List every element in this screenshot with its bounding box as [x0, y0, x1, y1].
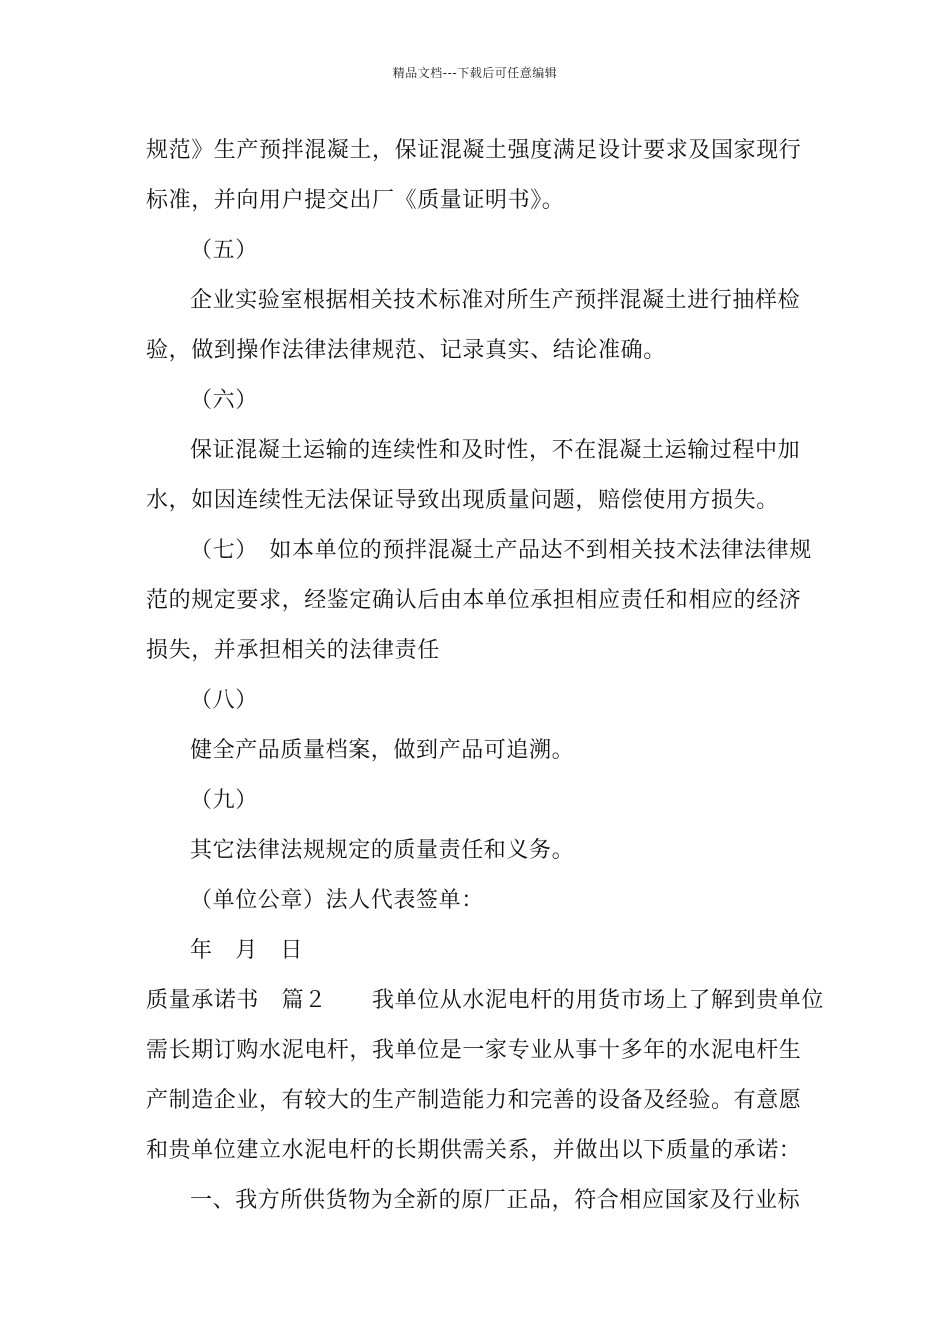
text-line: 标准，并向用户提交出厂《质量证明书》。 — [146, 188, 565, 213]
text-line: 范的规定要求，经鉴定确认后由本单位承担相应责任和相应的经济 — [146, 588, 802, 613]
text-line: 规范》生产预拌混凝土，保证混凝土强度满足设计要求及国家现行 — [146, 138, 802, 163]
section-heading-5: （五） — [190, 238, 258, 263]
section-heading-6: （六） — [190, 388, 258, 413]
signature-line: （单位公章）法人代表签单： — [190, 888, 484, 913]
date-line: 年 月 日 — [190, 938, 304, 963]
text-line: 一、我方所供货物为全新的原厂正品，符合相应国家及行业标 — [190, 1188, 801, 1213]
page-header: 精品文档---下载后可任意编辑 — [392, 66, 558, 80]
text-line: （七） 如本单位的预拌混凝土产品达不到相关技术法律法律规 — [190, 538, 812, 563]
text-line: 需长期订购水泥电杆，我单位是一家专业从事十多年的水泥电杆生 — [146, 1038, 802, 1063]
text-line: 保证混凝土运输的连续性和及时性，不在混凝土运输过程中加 — [190, 438, 801, 463]
text-line: 质量承诺书 篇２ 我单位从水泥电杆的用货市场上了解到贵单位 — [146, 988, 825, 1013]
section-heading-9: （九） — [190, 788, 258, 813]
text-line: 其它法律法规规定的质量责任和义务。 — [190, 838, 575, 863]
text-line: 企业实验室根据相关技术标准对所生产预拌混凝土进行抽样检 — [190, 288, 801, 313]
text-line: 损失，并承担相关的法律责任 — [146, 638, 440, 663]
text-line: 水，如因连续性无法保证导致出现质量问题，赔偿使用方损失。 — [146, 488, 779, 513]
section-heading-8: （八） — [190, 688, 258, 713]
text-line: 验，做到操作法律法律规范、记录真实、结论准确。 — [146, 338, 666, 363]
text-line: 健全产品质量档案，做到产品可追溯。 — [190, 738, 575, 763]
text-line: 产制造企业，有较大的生产制造能力和完善的设备及经验。有意愿 — [146, 1088, 802, 1113]
text-line: 和贵单位建立水泥电杆的长期供需关系，并做出以下质量的承诺： — [146, 1138, 802, 1163]
